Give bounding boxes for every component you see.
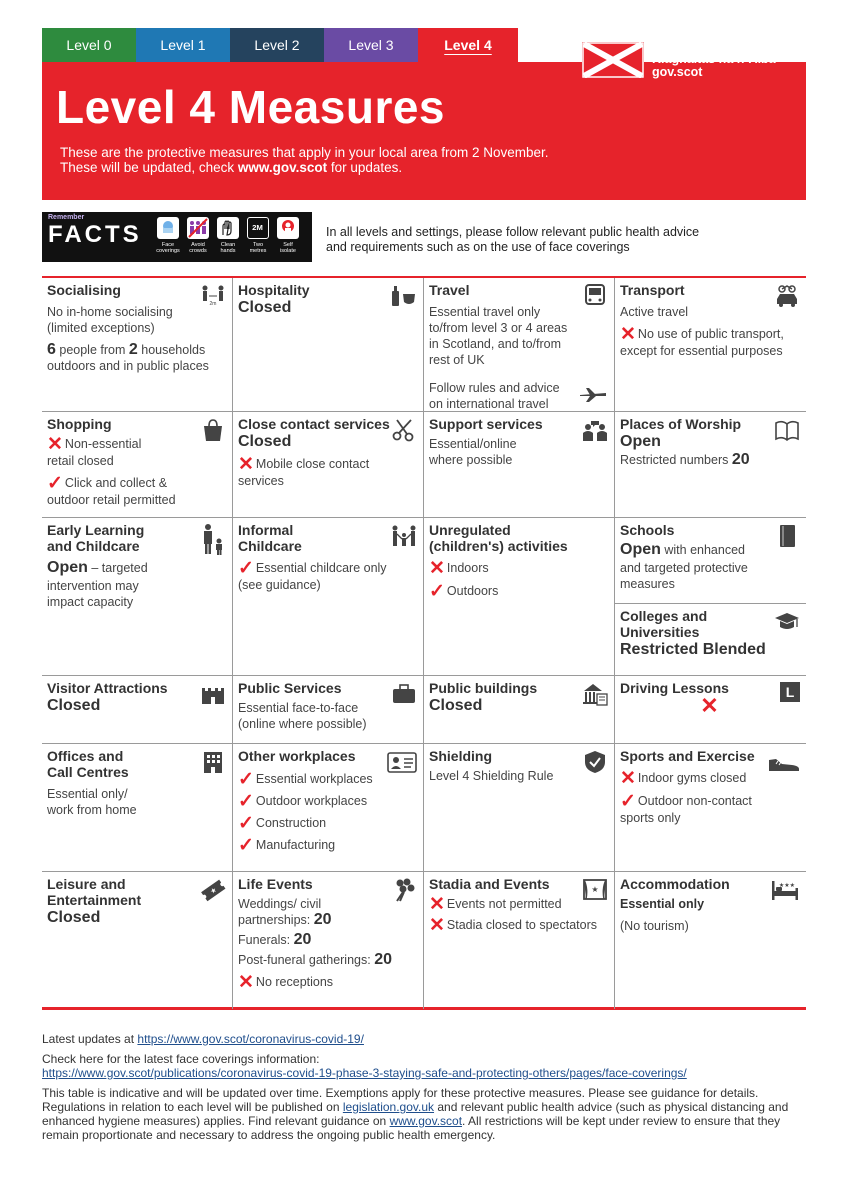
drinks-icon <box>391 284 417 308</box>
text-line: Construction <box>255 816 327 830</box>
text-line: Essential travel only <box>429 305 541 319</box>
post-funeral-count: 20 <box>374 951 392 968</box>
intro-line-1: These are the protective measures that apply in your local area from 2 November. <box>60 145 549 160</box>
cell-public-buildings <box>424 676 615 744</box>
shopping-bag-icon <box>200 418 226 442</box>
cell-title: Leisure and <box>47 876 126 892</box>
schoolbook-icon <box>774 524 800 548</box>
svg-text:2M: 2M <box>252 223 263 233</box>
intro-line-2c: for updates. <box>327 160 403 175</box>
text-line: Essential/online <box>429 437 517 451</box>
cell-title: Close contact services <box>238 416 390 432</box>
adult-child-icon <box>200 524 226 556</box>
text-line: (limited exceptions) <box>47 321 155 335</box>
cell-title: Other workplaces <box>238 748 356 764</box>
text-line: Essential face-to-face <box>238 701 359 715</box>
worship-count: 20 <box>731 451 750 468</box>
cell-title: (children's) activities <box>429 538 568 554</box>
text-line: Post-funeral gatherings: <box>238 953 375 967</box>
text-line: Funerals: <box>238 933 294 947</box>
cell-early-learning <box>42 518 233 676</box>
gov-logo[interactable] <box>582 40 778 79</box>
ticket-icon <box>200 878 226 902</box>
cell-title: Stadia and Events <box>429 876 550 892</box>
text-line: Essential childcare only <box>255 561 387 575</box>
status-open: Open <box>620 541 661 558</box>
bus-icon <box>582 284 608 308</box>
clean-hands-icon <box>217 217 239 239</box>
text-line: households <box>137 343 206 357</box>
text-line: Level 4 Shielding Rule <box>429 769 554 783</box>
cell-unregulated-activities <box>424 518 615 676</box>
cell-title: Driving Lessons <box>620 680 729 696</box>
flowers-icon <box>391 878 417 902</box>
cell-places-of-worship <box>615 412 806 518</box>
wedding-count: 20 <box>313 911 332 928</box>
text-line: intervention may <box>47 579 139 593</box>
funeral-count: 20 <box>293 931 312 948</box>
cell-visitor-attractions <box>42 676 233 744</box>
footer-text: and relevant public health advice (such as physical distancing and enhanced hygiene measures) applies. Find relevant guidance on <box>42 1100 789 1128</box>
cell-accommodation <box>615 872 806 1009</box>
fact-label-crowds: Avoid crowds <box>189 242 207 254</box>
gov-name-english: Scottish Government <box>652 39 779 53</box>
shield-icon <box>582 750 608 774</box>
legislation-link[interactable]: legislation.gov.uk <box>342 1100 435 1114</box>
avoid-crowds-icon <box>187 217 209 239</box>
status-closed: Closed <box>47 697 101 714</box>
facts-note-line-1: In all levels and settings, please follow relevant public health advice <box>326 225 700 239</box>
text-line: to/from level 3 or 4 areas <box>429 321 568 335</box>
cell-title: Early Learning <box>47 522 145 538</box>
text-line: retail closed <box>47 454 114 468</box>
latest-updates-link[interactable]: https://www.gov.scot/coronavirus-covid-19/ <box>137 1032 364 1046</box>
cell-title: Public buildings <box>429 680 538 696</box>
cell-title: Accommodation <box>620 876 730 892</box>
cell-colleges <box>615 604 806 676</box>
text-line: with enhanced <box>660 543 745 557</box>
text-line: (see guidance) <box>238 578 321 592</box>
cell-title: Public Services <box>238 680 342 696</box>
text-line: – targeted <box>87 561 148 575</box>
footer <box>42 1032 806 1148</box>
text-line: and targeted protective <box>620 561 748 575</box>
cell-title: Shielding <box>429 748 492 764</box>
tab-level-3[interactable]: Level 3 <box>324 28 418 62</box>
text-line: rest of UK <box>429 353 485 367</box>
gov-scot-link[interactable]: www.gov.scot <box>389 1114 463 1128</box>
cell-title: Informal <box>238 522 294 538</box>
cross-icon: ✕ <box>429 558 445 579</box>
cell-title: Unregulated <box>429 522 511 538</box>
page-title: Level 4 Measures <box>56 81 446 133</box>
status-closed: Closed <box>47 909 101 926</box>
text-line: Click and collect & <box>64 476 168 490</box>
face-covering-icon <box>157 217 179 239</box>
cell-title: Visitor Attractions <box>47 680 168 696</box>
cell-shielding <box>424 744 615 872</box>
briefcase-icon <box>391 682 417 706</box>
family-icon <box>391 524 417 548</box>
text-line: Active travel <box>620 305 689 319</box>
cross-icon: ✕ <box>429 915 445 936</box>
fact-label-face: Face coverings <box>156 242 180 254</box>
cell-shopping <box>42 412 233 518</box>
cell-title: Shopping <box>47 416 112 432</box>
cell-title: Travel <box>429 282 470 298</box>
cell-title: Support services <box>429 416 543 432</box>
cross-icon: ✕ <box>238 972 254 993</box>
text-line: Indoors <box>446 561 489 575</box>
facts-word: FACTS <box>48 221 142 248</box>
scissors-icon <box>391 418 417 442</box>
cell-socialising <box>42 278 233 412</box>
facts-banner <box>42 212 312 262</box>
gov-name-gaelic: Riaghaltas na h-Alba <box>652 52 776 66</box>
cell-driving-lessons <box>615 676 806 744</box>
cell-informal-childcare <box>233 518 424 676</box>
footer-text: . All restrictions will be kept under review to ensure that they remain proportionate and necessary to address the ongoing public health emergency. <box>42 1114 781 1142</box>
bike-car-icon <box>774 284 800 308</box>
footer-text: Check here for the latest face coverings information: <box>42 1052 320 1066</box>
facts-note-line-2: and requirements such as on the use of face coverings <box>326 240 630 254</box>
measures-grid <box>42 276 806 1010</box>
text-line: Essential workplaces <box>255 772 373 786</box>
office-building-icon <box>200 750 226 774</box>
cell-title: Childcare <box>238 538 302 554</box>
check-icon: ✓ <box>429 581 445 602</box>
text-line: Mobile close contact <box>255 457 370 471</box>
face-coverings-link[interactable]: https://www.gov.scot/publications/coronavirus-covid-19-phase-3-staying-safe-and-protecting-others/pages/face-coverings/ <box>42 1066 687 1080</box>
text-line: where possible <box>429 453 513 467</box>
svg-text:★: ★ <box>209 886 219 896</box>
status-restricted: Restricted Blended <box>620 641 766 658</box>
cell-title: Transport <box>620 282 685 298</box>
cross-icon: ✕ <box>700 693 719 718</box>
text-line: Outdoor workplaces <box>255 794 368 808</box>
cell-title: Offices and <box>47 748 124 764</box>
footer-text: Latest updates at <box>42 1032 138 1046</box>
cell-hospitality <box>233 278 424 412</box>
cell-travel <box>424 278 615 412</box>
text-line: Restricted numbers <box>620 453 732 467</box>
text-line: Non-essential <box>64 437 142 451</box>
cross-icon: ✕ <box>238 454 254 475</box>
cell-life-events <box>233 872 424 1009</box>
text-line: impact capacity <box>47 595 134 609</box>
two-metres-icon <box>247 217 269 239</box>
fact-label-metres: Two metres <box>249 242 267 254</box>
svg-text:★: ★ <box>591 885 599 894</box>
text-line: Events not permitted <box>446 897 562 911</box>
footer-text: This table is indicative and will be updated over time. Exemptions apply for these protective measures. Please see guidance for details. Regulations in relation to each level will be published on <box>42 1086 759 1114</box>
check-icon: ✓ <box>238 835 254 856</box>
check-icon: ✓ <box>238 813 254 834</box>
check-icon: ✓ <box>238 791 254 812</box>
text-line: work from home <box>47 803 137 817</box>
cell-title: Entertainment <box>47 892 142 908</box>
text-line: Manufacturing <box>255 838 336 852</box>
cell-title: Universities <box>620 624 700 640</box>
id-card-icon <box>387 750 417 774</box>
text-line: outdoors and in public places <box>47 359 209 373</box>
castle-icon <box>200 682 226 706</box>
intro-gov-link[interactable]: www.gov.scot <box>237 160 328 175</box>
socialising-text <box>47 304 227 374</box>
saltire-icon <box>582 42 644 78</box>
self-isolate-icon <box>277 217 299 239</box>
text-line: (No tourism) <box>620 919 689 933</box>
public-building-icon <box>582 682 608 706</box>
cell-offices <box>42 744 233 872</box>
book-icon <box>774 418 800 442</box>
cell-title: Socialising <box>47 282 121 298</box>
text-line: Weddings/ civil <box>238 897 322 911</box>
cross-icon: ✕ <box>429 894 445 915</box>
text-line: Outdoors <box>446 584 499 598</box>
fact-label-hands: Clean hands <box>220 242 236 254</box>
trainer-shoe-icon <box>768 750 800 774</box>
text-line: measures <box>620 577 675 591</box>
cell-support-services <box>424 412 615 518</box>
cross-icon: ✕ <box>620 768 636 789</box>
cell-leisure <box>42 872 233 1009</box>
text-line: people from <box>55 343 129 357</box>
cell-title: Schools <box>620 522 675 538</box>
aeroplane-icon <box>578 386 608 404</box>
bed-icon <box>770 878 800 902</box>
household-count: 2 <box>128 341 138 358</box>
cross-icon: ✕ <box>620 324 636 345</box>
tab-level-2[interactable]: Level 2 <box>230 28 324 62</box>
cell-stadia-events <box>424 872 615 1009</box>
fact-label-isolate: Self isolate <box>280 242 296 254</box>
cell-title: Colleges and <box>620 608 708 624</box>
cross-icon: ✕ <box>47 434 63 455</box>
cell-close-contact <box>233 412 424 518</box>
text-line: in Scotland, and to/from <box>429 337 562 351</box>
tab-level-1[interactable]: Level 1 <box>136 28 230 62</box>
cell-sports-exercise <box>615 744 806 872</box>
cell-other-workplaces <box>233 744 424 872</box>
cell-title: Life Events <box>238 876 313 892</box>
svg-text:★★★: ★★★ <box>778 883 796 889</box>
text-line: except for essential purposes <box>620 344 783 358</box>
people-distance-icon <box>200 284 226 308</box>
cell-title: Call Centres <box>47 764 129 780</box>
cell-public-services <box>233 676 424 744</box>
cell-title: and Childcare <box>47 538 140 554</box>
learner-plate-icon: L <box>780 682 800 702</box>
check-icon: ✓ <box>47 473 63 494</box>
status-closed: Closed <box>238 433 292 450</box>
intro-text <box>60 145 549 175</box>
status-open: Open <box>620 433 661 450</box>
svg-text:2m: 2m <box>209 301 217 307</box>
text-line: Outdoor non-contact <box>637 794 752 808</box>
text-line: No use of public transport, <box>637 327 784 341</box>
text-line: Stadia closed to spectators <box>446 918 598 932</box>
stage-icon <box>582 878 608 902</box>
check-icon: ✓ <box>620 791 636 812</box>
cell-title: Places of Worship <box>620 416 742 432</box>
tab-level-0[interactable]: Level 0 <box>42 28 136 62</box>
check-icon: ✓ <box>238 769 254 790</box>
text-line: on international travel <box>429 397 549 411</box>
text-line: partnerships: <box>238 913 314 927</box>
cell-transport <box>615 278 806 412</box>
text-line: No receptions <box>255 975 334 989</box>
text-line: services <box>238 474 284 488</box>
facts-remember: Remember <box>48 214 85 221</box>
gov-domain: gov.scot <box>652 65 703 79</box>
facts-note <box>326 225 699 255</box>
status-open: Open <box>47 559 88 576</box>
cell-title: Hospitality <box>238 282 310 298</box>
text-line: outdoor retail permitted <box>47 493 176 507</box>
text-line: (online where possible) <box>238 717 367 731</box>
text-line: sports only <box>620 811 681 825</box>
intro-line-2a: These will be updated, check <box>60 160 238 175</box>
support-people-icon <box>582 418 608 442</box>
text-line: Essential only/ <box>47 787 128 801</box>
text-line: Essential only <box>620 897 705 911</box>
people-count: 6 <box>47 341 56 358</box>
text-line: Follow rules and advice <box>429 381 560 395</box>
text-line: Indoor gyms closed <box>637 771 747 785</box>
check-icon: ✓ <box>238 558 254 579</box>
cell-schools <box>615 518 806 604</box>
text-line: No in-home socialising <box>47 305 173 319</box>
cell-title: Sports and Exercise <box>620 748 755 764</box>
tab-level-4[interactable]: Level 4 <box>418 28 518 62</box>
graduation-cap-icon <box>774 610 800 634</box>
status-closed: Closed <box>429 697 483 714</box>
status-closed: Closed <box>238 299 292 316</box>
